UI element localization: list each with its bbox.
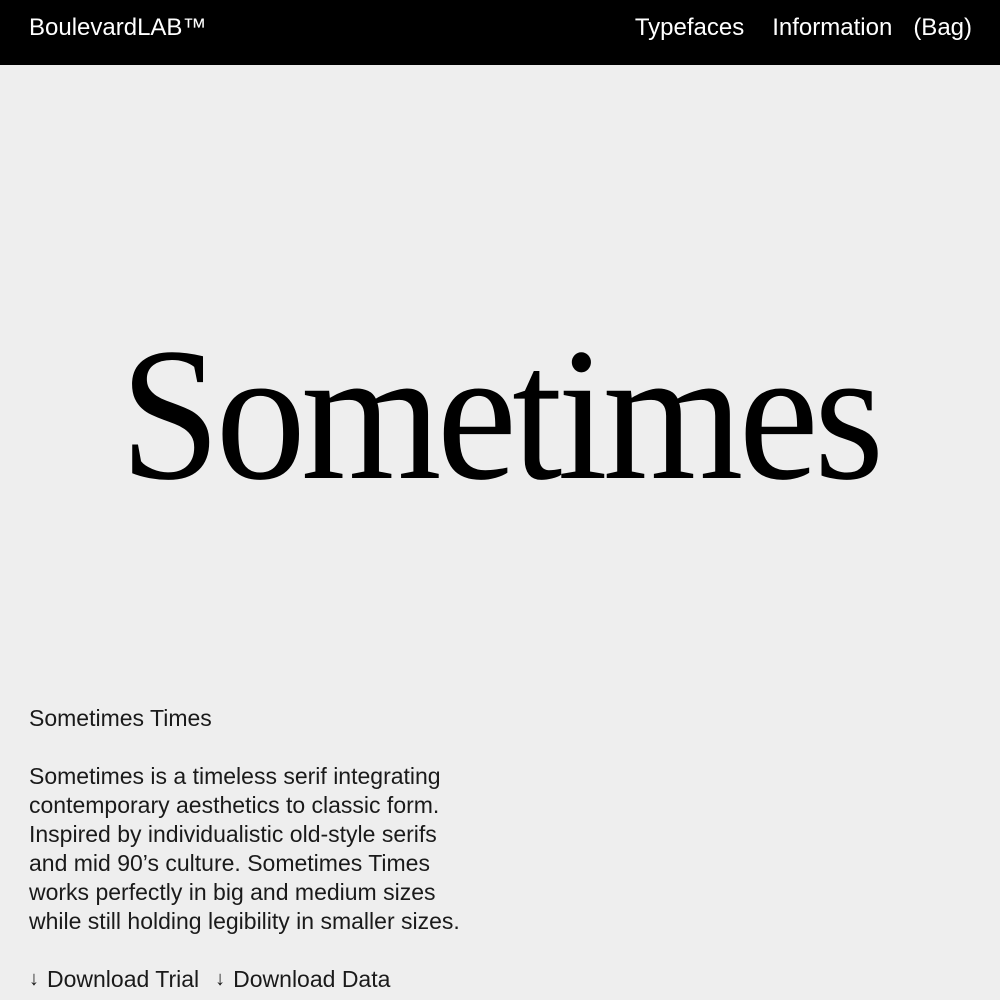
arrow-down-icon: ↓	[29, 968, 39, 990]
download-trial-label: Download Trial	[47, 966, 200, 992]
nav-information[interactable]: Information	[772, 14, 893, 41]
arrow-down-icon: ↓	[215, 968, 226, 990]
typeface-title: Sometimes Times	[29, 705, 212, 731]
download-links	[29, 965, 479, 994]
download-data-link[interactable]	[215, 965, 390, 994]
typeface-description: Sometimes is a timeless serif integrating contemporary aesthetics to classic form. Inspired by individualistic old-style serifs and mid 90’s culture. Sometimes Times works perfectly in big and medium sizes while still holding legibility in smaller sizes.	[29, 763, 460, 934]
hero-specimen	[0, 300, 1000, 530]
site-header	[0, 0, 1000, 65]
nav-bag[interactable]: (Bag)	[913, 14, 972, 41]
typeface-info	[29, 704, 479, 994]
download-data-label: Download Data	[233, 966, 391, 992]
hero-typeface-specimen: Sometimes	[120, 310, 880, 520]
nav-typefaces[interactable]: Typefaces	[634, 14, 745, 41]
main-nav	[635, 13, 972, 43]
download-trial-link[interactable]	[29, 965, 199, 994]
brand-logo-link[interactable]: BoulevardLAB™	[29, 14, 207, 41]
